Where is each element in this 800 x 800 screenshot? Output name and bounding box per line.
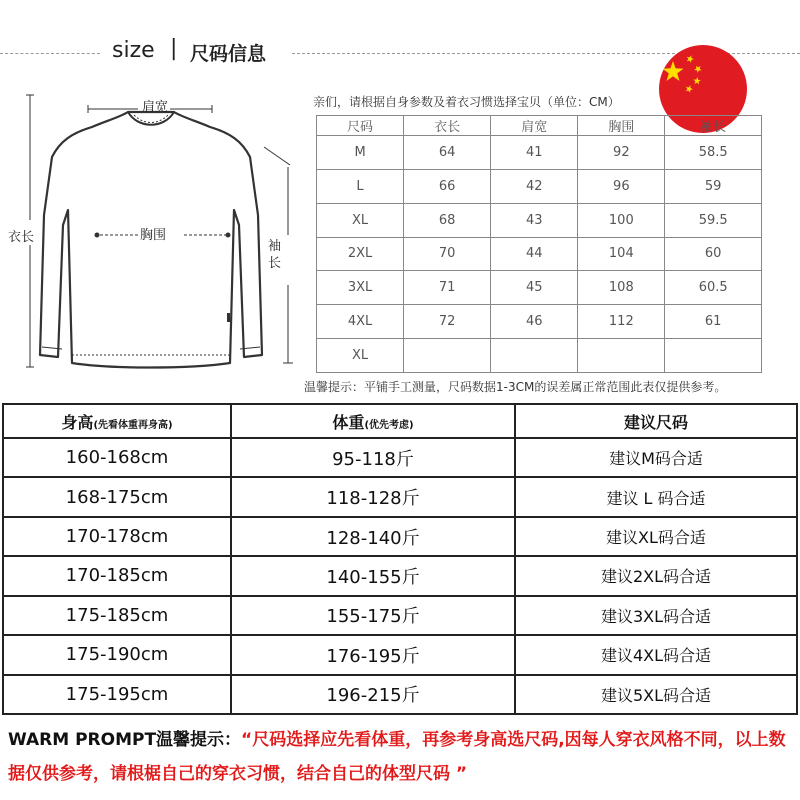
cell [578,339,665,373]
cell: 100 [578,203,665,237]
height-cell: 175-190cm [3,635,231,674]
cell [404,339,491,373]
cell: 46 [491,305,578,339]
cell: 43 [491,203,578,237]
warm-prompt-text: “尺码选择应先看体重，再参考身高选尺码,因每人穿衣风格不同，以上数据仅供参考，请根椐自己的穿衣习惯，结合自己的体型尺码 ” [8,730,786,784]
col-shoulder: 肩宽 [491,116,578,136]
chest-label: 胸围 [140,228,167,243]
weight-cell: 95-118斤 [231,438,515,477]
weight-cell: 155-175斤 [231,596,515,635]
height-cell: 175-185cm [3,596,231,635]
col-recommended-size: 建议尺码 [515,404,797,438]
cell: 72 [404,305,491,339]
weight-cell: 176-195斤 [231,635,515,674]
weight-cell: 118-128斤 [231,477,515,516]
size-text: 建议 L 码合适 [606,488,706,508]
table-row [317,237,762,271]
cell: 92 [578,136,665,170]
table-row [317,203,762,237]
cell: XL [317,203,404,237]
cell: 59.5 [665,203,762,237]
cell: 42 [491,169,578,203]
size-cell [515,675,797,714]
length-label: 衣长 [8,230,35,245]
cell: L [317,169,404,203]
table-row [3,675,797,714]
warm-prompt-label-cn: 温馨提示： [156,730,242,750]
size-text: 建议4XL码合适 [600,646,712,666]
cell: 68 [404,203,491,237]
cell: 45 [491,271,578,305]
table-row [3,596,797,635]
measure-note-bottom: 温馨提示：平铺手工测量，尺码数据1-3CM的误差属正常范围此表仅提供参考。 [304,380,727,394]
cell: 58.5 [665,136,762,170]
cell: M [317,136,404,170]
warm-prompt [8,723,798,791]
table-row [3,438,797,477]
size-text: 建议5XL码合适 [600,685,712,705]
height-cell: 170-178cm [3,517,231,556]
table-row [317,339,762,373]
table-row [3,635,797,674]
col-height [3,404,231,438]
cell: 96 [578,169,665,203]
height-cell: 175-195cm [3,675,231,714]
cell: 71 [404,271,491,305]
size-cell [515,517,797,556]
cell: 64 [404,136,491,170]
weight-cell: 128-140斤 [231,517,515,556]
size-text: 建议2XL码合适 [600,567,712,587]
cell: 66 [404,169,491,203]
cell: 59 [665,169,762,203]
measure-note-top: 亲们，请根据自身参数及着衣习惯选择宝贝（单位：CM） [313,95,620,109]
size-text: 建议M码合适 [609,449,703,469]
size-cell [515,477,797,516]
height-cell: 170-185cm [3,556,231,595]
size-table [316,115,762,373]
size-cell [515,635,797,674]
header-separator: | [170,36,178,61]
weight-cell: 196-215斤 [231,675,515,714]
col-weight [231,404,515,438]
table-row [3,556,797,595]
cell: 60 [665,237,762,271]
size-table-header [317,116,762,136]
cell: 41 [491,136,578,170]
shirt-diagram [0,85,300,395]
cell: 4XL [317,305,404,339]
rec-table-header [3,404,797,438]
header-size-word: size [112,38,155,63]
weight-header: 体重 [332,412,365,432]
col-sleeve: 袖长 [665,116,762,136]
height-header: 身高 [61,412,94,432]
weight-subheader: (优先考虑) [364,419,414,431]
cell: 2XL [317,237,404,271]
table-row [3,517,797,556]
height-subheader: (先看体重再身高) [93,419,173,431]
cell: 108 [578,271,665,305]
page-title: 尺码信息 [190,43,267,65]
size-cell [515,556,797,595]
cell [491,339,578,373]
cell: 104 [578,237,665,271]
size-text: 建议XL码合适 [606,528,706,548]
size-cell [515,596,797,635]
cell: 3XL [317,271,404,305]
size-cell [515,438,797,477]
col-length: 衣长 [404,116,491,136]
height-cell: 168-175cm [3,477,231,516]
recommendation-table [2,403,798,715]
cell: 70 [404,237,491,271]
header-rule-left [0,53,100,54]
cell: 44 [491,237,578,271]
table-row [317,169,762,203]
cell: 61 [665,305,762,339]
cell: 60.5 [665,271,762,305]
cell: XL [317,339,404,373]
table-row [317,136,762,170]
table-row [317,271,762,305]
table-row [3,477,797,516]
weight-cell: 140-155斤 [231,556,515,595]
col-size: 尺码 [317,116,404,136]
cell: 112 [578,305,665,339]
warm-prompt-label-en: WARM PROMPT [8,730,157,750]
col-chest: 胸围 [578,116,665,136]
height-cell: 160-168cm [3,438,231,477]
cell [665,339,762,373]
sleeve-label: 袖长 [268,239,282,271]
table-row [317,305,762,339]
size-text: 建议3XL码合适 [600,606,712,626]
shoulder-label: 肩宽 [142,100,169,115]
